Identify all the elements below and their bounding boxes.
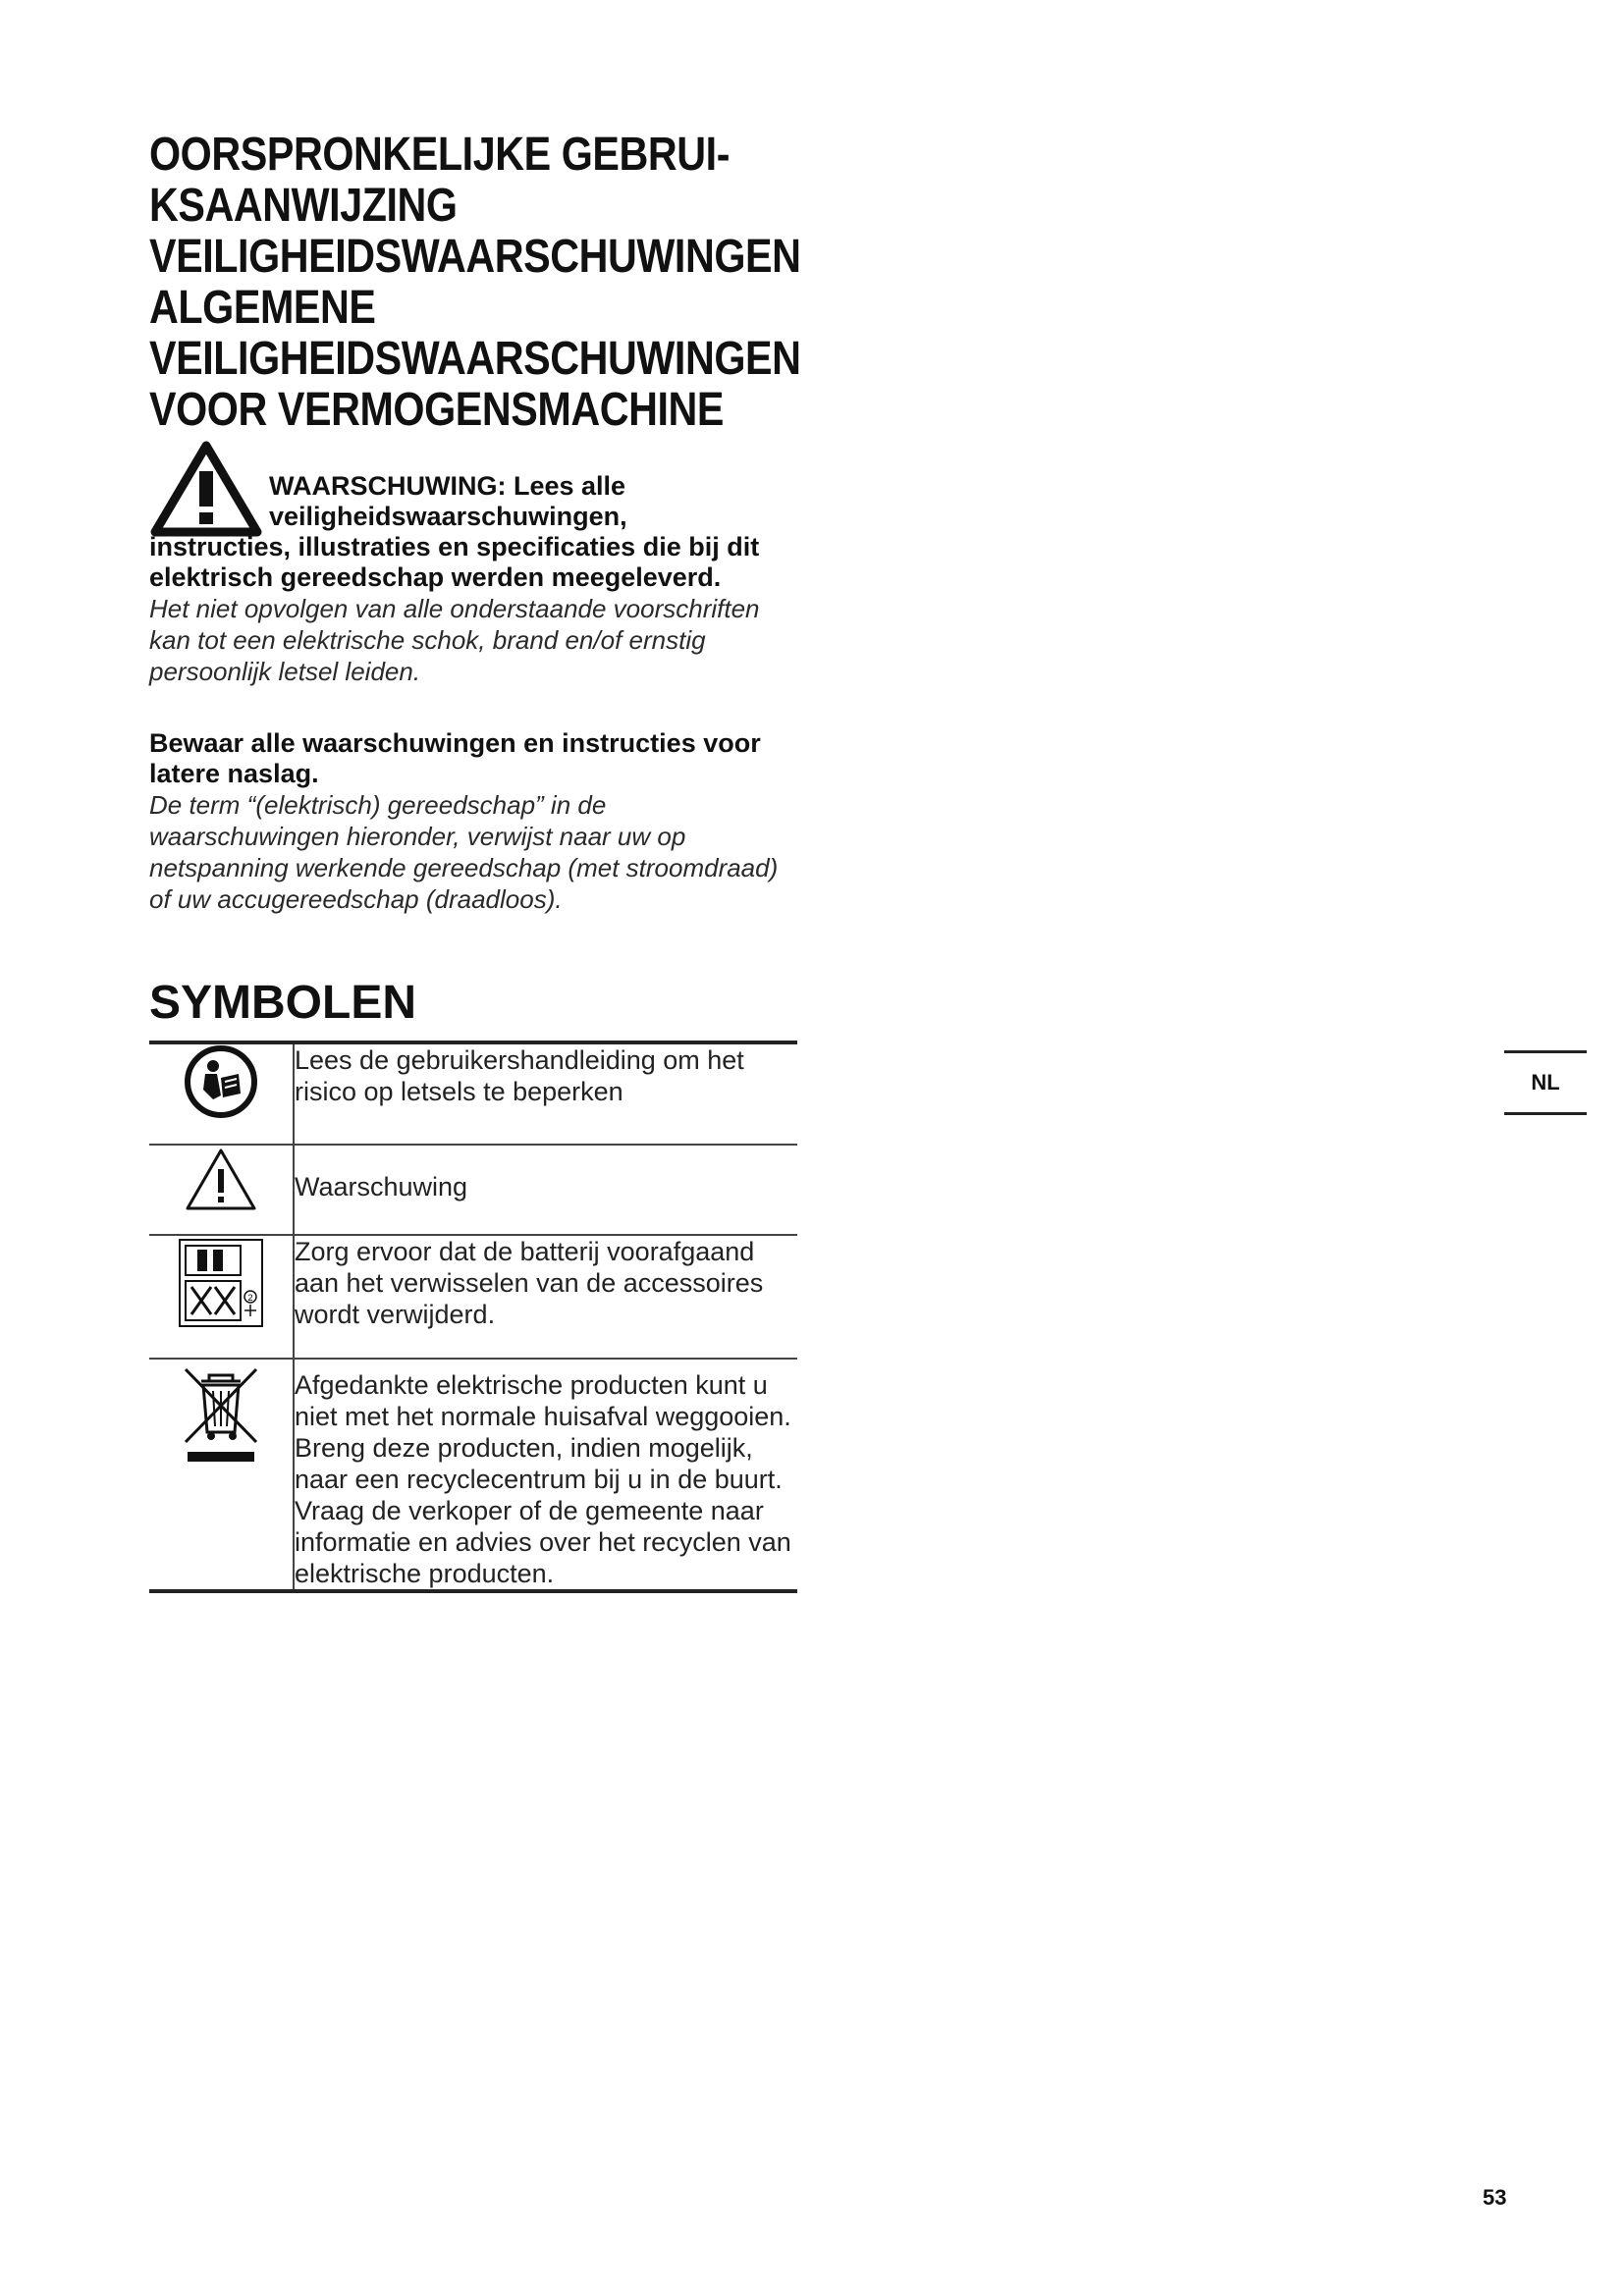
title-line: VOOR VERMOGENSMACHINE (149, 384, 725, 436)
warning-line-rest: instructies, illustraties en specificaties die bij dit elektrisch gereedschap werden meegeleverd. (149, 532, 760, 592)
title-line: KSAANWIJZING (149, 180, 458, 232)
title-line: VEILIGHEIDSWAARSCHUWINGEN (149, 231, 801, 283)
general-warning-block (149, 440, 807, 687)
symbol-cell (149, 1145, 294, 1235)
warning-triangle-icon (184, 1146, 258, 1212)
table-row (149, 1359, 797, 1591)
symbol-description: Zorg ervoor dat de batterij voorafgaand aan het verwisselen van de accessoires wordt verwijderd. (294, 1235, 797, 1359)
table-row (149, 1042, 797, 1145)
save-instructions-block (149, 728, 797, 915)
warning-italic-text: Het niet opvolgen van alle onderstaande voorschriften kan tot een elektrische schok, brand en/of ernstig persoonlijk letsel leiden. (149, 594, 760, 686)
remove-battery-icon (176, 1236, 266, 1330)
symbol-cell (149, 1359, 294, 1591)
term-definition-italic: De term “(elektrisch) gereedschap” in de waarschuwingen hieronder, verwijst naar uw op netspanning werkende gereedschap (met stroomdraad) of uw accugereedschap (draadloos). (149, 790, 779, 914)
save-instructions-bold: Bewaar alle waarschuwingen en instructies voor latere naslag. (149, 728, 761, 788)
page-number: 53 (1483, 2185, 1507, 2210)
title-line: OORSPRONKELIJKE GEBRUI- (149, 129, 731, 181)
read-manual-icon (184, 1044, 258, 1119)
warning-line-1: WAARSCHUWING: Lees alle (269, 471, 626, 501)
page-title (149, 129, 801, 436)
warning-triangle-icon (149, 440, 263, 538)
symbol-description: Lees de gebruikershandleiding om het risico op letsels te beperken (294, 1042, 797, 1145)
svg-text:2: 2 (247, 1293, 253, 1303)
symbol-cell (149, 1235, 294, 1359)
title-line: VEILIGHEIDSWAARSCHUWINGEN (149, 333, 801, 385)
warning-line-2: veiligheidswaarschuwingen, (269, 502, 627, 531)
symbols-heading: SYMBOLEN (149, 977, 417, 1029)
symbol-cell (149, 1042, 294, 1145)
title-line: ALGEMENE (149, 282, 376, 334)
symbol-description: Afgedankte elektrische producten kunt u niet met het normale huisafval weggooien. Breng deze producten, indien mogelijk, naar een recyclecentrum bij u in de buurt. Vraag de verkoper of de gemeente naar informatie en advies over het recyclen van elektrische producten. (295, 1370, 791, 1588)
language-tab: NL (1504, 1050, 1587, 1115)
symbols-table (149, 1041, 797, 1593)
table-row (149, 1235, 797, 1359)
symbol-description: Waarschuwing (294, 1145, 797, 1235)
weee-bin-icon (180, 1360, 262, 1468)
table-row (149, 1145, 797, 1235)
